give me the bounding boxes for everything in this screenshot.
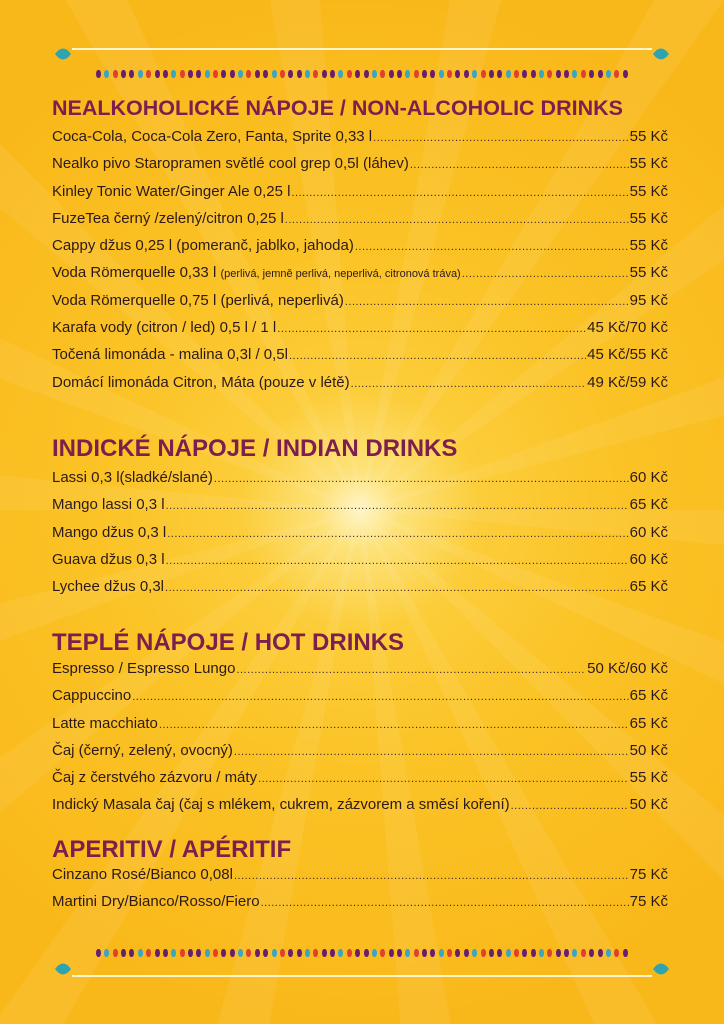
item-name-text: Kinley Tonic Water/Ginger Ale 0,25 l	[52, 182, 291, 200]
item-name-text: Martini Dry/Bianco/Rosso/Fiero	[52, 893, 260, 911]
item-name-text: Guava džus 0,3 l	[52, 550, 165, 568]
ornament-dot	[614, 949, 619, 957]
ornament-dot	[589, 70, 594, 78]
ornament-dot	[564, 70, 569, 78]
ornament-dot	[572, 70, 577, 78]
item-name	[52, 861, 233, 888]
item-name-text: Nealko pivo Staropramen světlé cool grep 0,5l (láhev)	[52, 155, 409, 173]
ornament-dot	[547, 949, 552, 957]
ornament-dot	[623, 70, 628, 78]
section-title-hot: TEPLÉ NÁPOJE / HOT DRINKS	[52, 629, 405, 656]
item-price: 95 Kč	[629, 291, 668, 309]
item-name	[52, 464, 213, 491]
item-price: 60 Kč	[629, 469, 668, 486]
menu-item	[52, 287, 668, 314]
ornament-dot	[506, 70, 511, 78]
dot-leader	[462, 261, 629, 288]
ornament-dot	[305, 70, 310, 78]
menu-item	[52, 737, 668, 764]
ornament-dot	[263, 70, 268, 78]
item-name	[52, 710, 158, 737]
item-name	[52, 682, 131, 709]
bottom-dot-border	[96, 949, 628, 959]
section-items-hot	[52, 655, 668, 819]
item-price: 55 Kč	[629, 769, 668, 787]
ornament-dot	[322, 949, 327, 957]
item-name-text: Mango džus 0,3 l	[52, 523, 167, 541]
menu-item	[52, 259, 668, 286]
menu-item	[52, 314, 668, 341]
item-price: 55 Kč	[629, 182, 668, 200]
item-name	[52, 573, 164, 600]
menu-item	[52, 150, 668, 177]
dot-leader	[373, 125, 628, 152]
menu-item	[52, 232, 668, 259]
item-name	[52, 232, 354, 259]
item-price: 60 Kč	[629, 523, 668, 541]
dot-leader	[167, 521, 628, 548]
ornament-dot	[405, 70, 410, 78]
item-name	[52, 259, 461, 288]
ornament-dot	[246, 949, 251, 957]
ornament-dot	[472, 70, 477, 78]
ornament-dot	[364, 70, 369, 78]
ornament-dot	[589, 949, 594, 957]
ornament-dot	[138, 70, 143, 78]
item-price: 60 Kč	[629, 550, 668, 568]
ornament-dot	[230, 70, 235, 78]
ornament-dot	[539, 949, 544, 957]
ornament-dot	[104, 70, 109, 78]
item-price: 65 Kč	[629, 687, 668, 705]
item-name-text: Espresso / Espresso Lungo	[52, 660, 236, 677]
item-name-text: Voda Römerquelle 0,75 l (perlivá, neperlivá)	[52, 291, 344, 309]
ornament-dot	[355, 949, 360, 957]
ornament-dot	[598, 70, 603, 78]
dot-leader	[285, 207, 629, 234]
menu-item	[52, 861, 668, 888]
ornament-dot	[623, 949, 628, 957]
ornament-dot	[372, 70, 377, 78]
item-price: 65 Kč	[629, 714, 668, 732]
item-name	[52, 341, 288, 368]
item-name-text: Cappy džus 0,25 l (pomeranč, jablko, jahoda)	[52, 237, 354, 255]
ornament-dot	[146, 70, 151, 78]
item-note: (perlivá, jemně perlivá, neperlivá, citronová tráva)	[220, 268, 461, 281]
dot-leader	[214, 466, 629, 493]
item-name-text: Mango lassi 0,3 l	[52, 496, 165, 514]
item-price: 49 Kč/59 Kč	[587, 373, 668, 391]
item-price: 75 Kč	[629, 893, 668, 911]
ornament-dot	[614, 70, 619, 78]
ornament-dot	[447, 70, 452, 78]
item-name-text: Lychee džus 0,3l	[52, 578, 165, 596]
ornament-dot	[430, 949, 435, 957]
ornament-dot	[389, 949, 394, 957]
ornament-dot	[581, 70, 586, 78]
dot-leader	[159, 712, 629, 739]
ornament-dot	[113, 949, 118, 957]
bottom-frame-line	[72, 975, 652, 977]
leaf-icon	[54, 962, 72, 976]
ornament-dot	[246, 70, 251, 78]
ornament-dot	[514, 949, 519, 957]
dot-leader	[410, 152, 629, 179]
dot-leader	[511, 793, 629, 820]
ornament-dot	[238, 949, 243, 957]
ornament-dot	[205, 70, 210, 78]
ornament-dot	[263, 949, 268, 957]
ornament-dot	[598, 949, 603, 957]
menu-item	[52, 655, 668, 682]
ornament-dot	[481, 70, 486, 78]
ornament-dot	[380, 70, 385, 78]
ornament-dot	[372, 949, 377, 957]
ornament-dot	[338, 70, 343, 78]
item-price: 45 Kč/70 Kč	[587, 319, 668, 337]
menu-item	[52, 123, 668, 150]
dot-leader	[345, 289, 629, 316]
item-price: 50 Kč/60 Kč	[587, 660, 668, 677]
item-name-text: Lassi 0,3 l(sladké/slané)	[52, 469, 213, 486]
ornament-dot	[439, 70, 444, 78]
ornament-dot	[129, 70, 134, 78]
top-frame-line	[72, 48, 652, 50]
ornament-dot	[171, 70, 176, 78]
ornament-dot	[155, 70, 160, 78]
ornament-dot	[205, 949, 210, 957]
ornament-dot	[355, 70, 360, 78]
ornament-dot	[481, 949, 486, 957]
ornament-dot	[255, 949, 260, 957]
ornament-dot	[414, 949, 419, 957]
section-items-non-alcoholic	[52, 123, 668, 396]
ornament-dot	[213, 70, 218, 78]
ornament-dot	[531, 70, 536, 78]
item-price: 55 Kč	[629, 264, 668, 282]
dot-leader	[234, 739, 629, 766]
ornament-dot	[221, 70, 226, 78]
dot-leader	[289, 343, 586, 370]
item-name-text: Latte macchiato	[52, 714, 158, 732]
leaf-icon	[54, 47, 72, 61]
ornament-dot	[464, 949, 469, 957]
ornament-dot	[364, 949, 369, 957]
ornament-dot	[221, 949, 226, 957]
ornament-dot	[564, 949, 569, 957]
ornament-dot	[556, 70, 561, 78]
ornament-dot	[322, 70, 327, 78]
ornament-dot	[439, 949, 444, 957]
ornament-dot	[506, 949, 511, 957]
ornament-dot	[522, 949, 527, 957]
item-name	[52, 369, 350, 396]
ornament-dot	[280, 70, 285, 78]
section-title-indian: INDICKÉ NÁPOJE / INDIAN DRINKS	[52, 435, 458, 462]
item-name	[52, 655, 235, 682]
menu-item	[52, 546, 668, 573]
item-price: 55 Kč	[629, 128, 668, 145]
item-name-text: Indický Masala čaj (čaj s mlékem, cukrem, zázvorem a směsí koření)	[52, 796, 510, 814]
ornament-dot	[606, 949, 611, 957]
menu-item	[52, 341, 668, 368]
ornament-dot	[489, 70, 494, 78]
item-name	[52, 519, 166, 546]
menu-item	[52, 205, 668, 232]
ornament-dot	[447, 949, 452, 957]
ornament-dot	[405, 949, 410, 957]
ornament-dot	[297, 949, 302, 957]
ornament-dot	[272, 949, 277, 957]
item-name	[52, 791, 510, 818]
ornament-dot	[472, 949, 477, 957]
dot-leader	[277, 316, 586, 343]
ornament-dot	[522, 70, 527, 78]
ornament-dot	[272, 70, 277, 78]
ornament-dot	[330, 949, 335, 957]
menu-item	[52, 682, 668, 709]
ornament-dot	[255, 70, 260, 78]
ornament-dot	[188, 70, 193, 78]
item-price: 50 Kč	[629, 796, 668, 814]
dot-leader	[258, 766, 629, 793]
ornament-dot	[464, 70, 469, 78]
item-name	[52, 546, 165, 573]
ornament-dot	[497, 949, 502, 957]
item-name	[52, 123, 372, 150]
section-title-aperitif: APERITIV / APÉRITIF	[52, 836, 292, 863]
leaf-icon	[652, 47, 670, 61]
leaf-icon	[652, 962, 670, 976]
menu-item	[52, 791, 668, 818]
section-title-non-alcoholic: NEALKOHOLICKÉ NÁPOJE / NON-ALCOHOLIC DRINKS	[52, 96, 623, 120]
ornament-dot	[389, 70, 394, 78]
item-name-text: Cappuccino	[52, 687, 132, 705]
ornament-dot	[338, 949, 343, 957]
menu-item	[52, 369, 668, 396]
item-name-text: Čaj z čerstvého zázvoru / máty	[52, 769, 258, 787]
dot-leader	[132, 684, 628, 711]
item-name-text: Domácí limonáda Citron, Máta (pouze v létě)	[52, 373, 350, 391]
section-items-aperitif	[52, 861, 668, 916]
ornament-dot	[430, 70, 435, 78]
ornament-dot	[297, 70, 302, 78]
item-price: 50 Kč	[629, 741, 668, 759]
ornament-dot	[556, 949, 561, 957]
ornament-dot	[121, 949, 126, 957]
ornament-dot	[422, 70, 427, 78]
ornament-dot	[104, 949, 109, 957]
item-price: 55 Kč	[629, 155, 668, 173]
item-name	[52, 287, 344, 314]
ornament-dot	[238, 70, 243, 78]
menu-item	[52, 888, 668, 915]
ornament-dot	[163, 949, 168, 957]
dot-leader	[355, 234, 629, 261]
dot-leader	[236, 657, 586, 684]
item-name-text: Karafa vody (citron / led) 0,5 l / 1 l	[52, 319, 277, 337]
dot-leader	[165, 575, 629, 602]
ornament-dot	[422, 949, 427, 957]
item-price: 75 Kč	[629, 866, 668, 883]
ornament-dot	[489, 949, 494, 957]
menu-item	[52, 178, 668, 205]
item-name	[52, 491, 165, 518]
ornament-dot	[330, 70, 335, 78]
ornament-dot	[180, 949, 185, 957]
ornament-dot	[180, 70, 185, 78]
ornament-dot	[313, 70, 318, 78]
ornament-dot	[531, 949, 536, 957]
ornament-dot	[171, 949, 176, 957]
ornament-dot	[196, 949, 201, 957]
menu-item	[52, 573, 668, 600]
item-price: 45 Kč/55 Kč	[587, 346, 668, 364]
top-dot-border	[96, 70, 628, 80]
item-price: 55 Kč	[629, 209, 668, 227]
ornament-dot	[455, 70, 460, 78]
ornament-dot	[121, 70, 126, 78]
ornament-dot	[581, 949, 586, 957]
menu-item	[52, 519, 668, 546]
ornament-dot	[539, 70, 544, 78]
dot-leader	[291, 180, 628, 207]
item-name	[52, 764, 257, 791]
ornament-dot	[397, 70, 402, 78]
dot-leader	[261, 890, 629, 917]
ornament-dot	[455, 949, 460, 957]
ornament-dot	[146, 949, 151, 957]
section-items-indian	[52, 464, 668, 600]
ornament-dot	[230, 949, 235, 957]
ornament-dot	[138, 949, 143, 957]
ornament-dot	[155, 949, 160, 957]
item-price: 55 Kč	[629, 237, 668, 255]
ornament-dot	[313, 949, 318, 957]
ornament-dot	[96, 70, 101, 78]
dot-leader	[351, 371, 586, 398]
item-name-text: Coca-Cola, Coca-Cola Zero, Fanta, Sprite 0,33 l	[52, 128, 373, 145]
menu-item	[52, 464, 668, 491]
ornament-dot	[380, 949, 385, 957]
item-name-text: Točená limonáda - malina 0,3l / 0,5l	[52, 346, 288, 364]
item-name-text: Čaj (černý, zelený, ovocný)	[52, 741, 233, 759]
ornament-dot	[305, 949, 310, 957]
ornament-dot	[213, 949, 218, 957]
ornament-dot	[163, 70, 168, 78]
ornament-dot	[572, 949, 577, 957]
ornament-dot	[514, 70, 519, 78]
ornament-dot	[547, 70, 552, 78]
ornament-dot	[288, 70, 293, 78]
ornament-dot	[280, 949, 285, 957]
ornament-dot	[606, 70, 611, 78]
item-name-text: Voda Römerquelle 0,33 l	[52, 264, 217, 282]
item-name-text: FuzeTea černý /zelený/citron 0,25 l	[52, 209, 284, 227]
ornament-dot	[129, 949, 134, 957]
item-name	[52, 737, 233, 764]
ornament-dot	[288, 949, 293, 957]
item-name-text: Cinzano Rosé/Bianco 0,08l	[52, 866, 233, 883]
ornament-dot	[188, 949, 193, 957]
ornament-dot	[397, 949, 402, 957]
ornament-dot	[113, 70, 118, 78]
menu-item	[52, 710, 668, 737]
ornament-dot	[196, 70, 201, 78]
ornament-dot	[347, 949, 352, 957]
ornament-dot	[497, 70, 502, 78]
item-price: 65 Kč	[629, 496, 668, 514]
dot-leader	[166, 548, 629, 575]
item-name	[52, 150, 409, 177]
dot-leader	[234, 863, 629, 890]
ornament-dot	[414, 70, 419, 78]
item-name	[52, 314, 276, 341]
dot-leader	[166, 493, 629, 520]
ornament-dot	[96, 949, 101, 957]
menu-item	[52, 491, 668, 518]
item-price: 65 Kč	[629, 578, 668, 596]
item-name	[52, 205, 284, 232]
menu-item	[52, 764, 668, 791]
item-name	[52, 888, 260, 915]
ornament-dot	[347, 70, 352, 78]
item-name	[52, 178, 290, 205]
